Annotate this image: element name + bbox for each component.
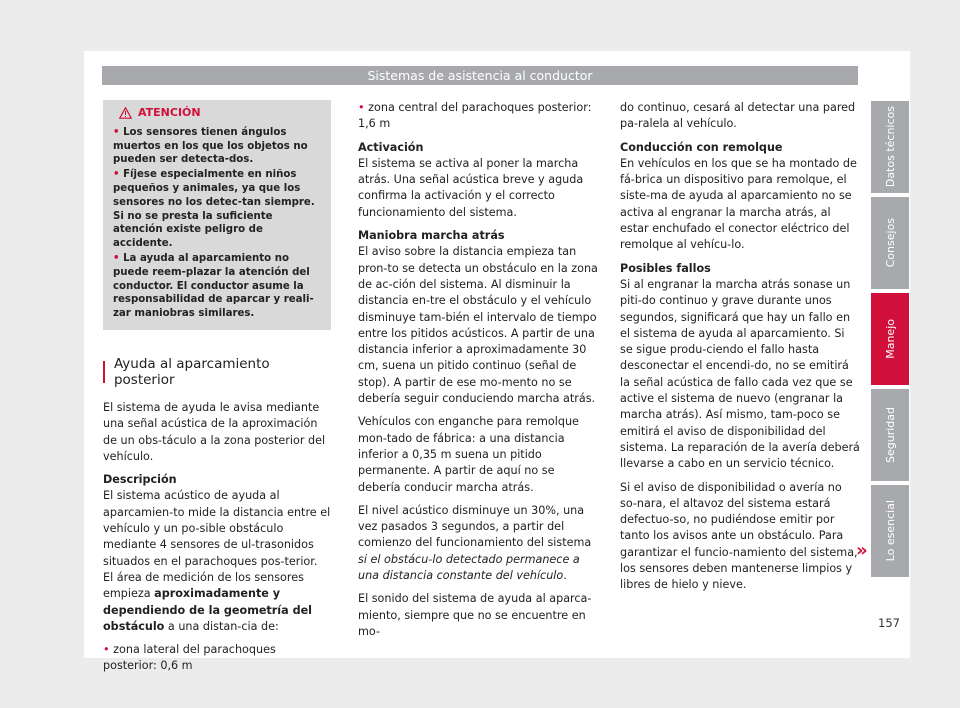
page-number: 157 [878, 616, 900, 630]
bullet-lateral: • zona lateral del parachoques posterior: 0,6 m [103, 643, 276, 673]
bullet-central: • zona central del parachoques posterior: 1,6 m [358, 101, 592, 131]
activacion-heading: Activación [358, 140, 424, 154]
bullet-dot-icon: • [103, 643, 110, 657]
descripcion-heading: Descripción [103, 473, 177, 487]
maniobra-heading: Maniobra marcha atrás [358, 229, 505, 243]
sidebar-tabs [871, 101, 909, 581]
fallos-paragraph: Si al engranar la marcha atrás sonase un piti-do continuo y grave durante unos segundos, significará que hay un fallo en el sistema de ayuda al aparcamiento. Si se sigue produ-ciendo el fallo hasta desconectar el encendi-do, no se emitirá la señal acústica de fallo cada vez que se active el sistema de nuevo (engranar la marcha atrás). Así mismo, tam-poco se emitirá el aviso de disponibilidad del sistema. La reparación de la avería deberá llevarse a cabo en un servicio técnico. [620, 277, 860, 471]
column-right [620, 100, 860, 601]
column-middle [358, 100, 600, 647]
warning-item: • La ayuda al aparcamiento no puede reem-plazar la atención del conductor. El conductor asume la responsabilidad de aparcar y reali-zar maniobras similares. [113, 252, 314, 320]
warning-title: ATENCIÓN [138, 106, 201, 119]
remolque-paragraph: En vehículos en los que se ha montado de fá-brica un dispositivo para remolque, el siste-ma de ayuda al aparcamiento no se activa al engranar la marcha atrás, al estar enchufado el conector eléctrico del remolque al vehícu-lo. [620, 156, 857, 252]
tab-seguridad[interactable]: Seguridad [871, 389, 909, 481]
section-accent-bar [103, 361, 105, 383]
warning-box [103, 100, 331, 330]
descripcion-paragraph: El sistema acústico de ayuda al aparcamien-to mide la distancia entre el vehículo y un po-sible obstáculo mediante 4 sensores de ul-trasonidos situados en el parachoques pos-terior. El área de medición de los sensores empieza aproximadamente y dependiendo de la geometría del obstáculo a una distan-cia de: [103, 489, 331, 633]
activacion-paragraph: El sistema se activa al poner la marcha atrás. Una señal acústica breve y aguda confirma la activación y el correcto funcionamiento del sistema. [358, 156, 584, 219]
averia-paragraph: Si el aviso de disponibilidad o avería no so-nara, el altavoz del sistema estará defectuo-so, no pudiéndose emitir por tanto los avisos ante un obstáculo. Para garantizar el funcio-namiento del sistema, los sensores deben mantenerse limpios y libres de hielo y nieve. [620, 480, 858, 592]
sonido-paragraph: El sonido del sistema de ayuda al aparca-miento, siempre que no se encuentre en mo- [358, 592, 592, 638]
tab-lo-esencial[interactable]: Lo esencial [871, 485, 909, 577]
bullet-dot-icon: • [113, 169, 120, 181]
warning-item: • Los sensores tienen ángulos muertos en los que los objetos no pueden ser detecta-dos. [113, 126, 308, 166]
intro-paragraph: El sistema de ayuda le avisa mediante una señal acústica de la aproximación de un obs-táculo a la zona posterior del vehículo. [103, 400, 326, 463]
tab-datos-tecnicos[interactable]: Datos técnicos [871, 101, 909, 193]
section-heading [103, 355, 331, 388]
continuation-paragraph: do continuo, cesará al detectar una pared pa-ralela al vehículo. [620, 101, 856, 131]
bullet-dot-icon: • [358, 101, 365, 114]
warning-header [113, 106, 321, 120]
bullet-dot-icon: • [113, 126, 120, 138]
tab-consejos[interactable]: Consejos [871, 197, 909, 289]
maniobra-paragraph: El aviso sobre la distancia empieza tan pron-to se detecta un obstáculo en la zona de ac-ción del sistema. Al disminuir la distancia en-tre el obstáculo y el vehículo disminuye tam-bién el intervalo de tiempo entre los pitidos acústicos. A partir de una distancia inferior a aproximadamente 30 cm, suena un pitido continuo (señal de stop). A partir de ese mo-mento no se debería seguir conduciendo marcha atrás. [358, 245, 598, 406]
continue-arrow-icon: » [856, 540, 868, 561]
fallos-heading: Posibles fallos [620, 261, 711, 275]
section-title: Ayuda al aparcamiento posterior [113, 355, 270, 388]
warning-item: • Fíjese especialmente en niños pequeños y animales, ya que los sensores no los detec-tan siempre. Si no se presta la suficiente atención existe peligro de accidente. [113, 169, 315, 250]
page-header: Sistemas de asistencia al conductor [102, 66, 858, 85]
enganche-paragraph: Vehículos con enganche para remolque mon-tado de fábrica: a una distancia inferior a 0,35 m suena un pitido permanente. A partir de aquí no se debería conducir marcha atrás. [358, 415, 579, 494]
nivel-paragraph: El nivel acústico disminuye un 30%, una vez pasados 3 segundos, a partir del comienzo del funcionamiento del sistema si el obstácu-lo detectado permanece a una distancia constante del vehículo. [358, 503, 592, 583]
tab-manejo[interactable]: Manejo [871, 293, 909, 385]
bullet-dot-icon: • [113, 252, 120, 264]
remolque-heading: Conducción con remolque [620, 140, 783, 154]
column-left [103, 100, 331, 682]
warning-triangle-icon [119, 107, 132, 119]
